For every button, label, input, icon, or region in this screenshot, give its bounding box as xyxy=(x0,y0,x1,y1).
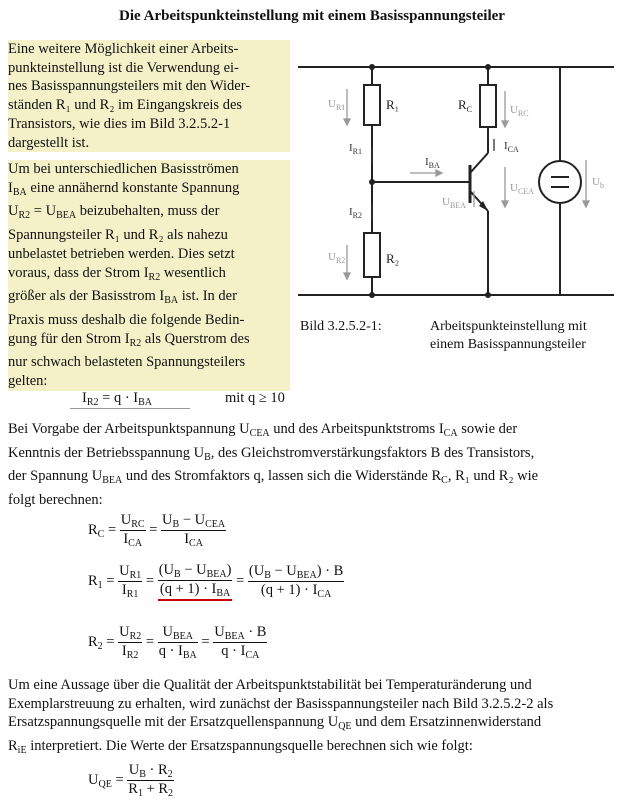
label-ir2: $I_{R2}$ xyxy=(349,206,363,220)
formula-r1: $R_1$ = $\frac{U_{R1}}{I_{R1}}$ = $\frac{(U_B - U_{BEA})}{(q + 1) \cdot I_{BA}}$ = $\frac{(U_B - U_{BEA}) \cdot B}{(q + 1) \cdot I_{CA}}$ xyxy=(88,562,344,600)
text-line: voraus, dass der Strom $I_{R2}$ wesentlich xyxy=(8,264,226,283)
text-line: Exemplarstreuung zu erhalten, wird zunächst der Basisspannungsteiler nach Bild 3.2.5.2-2 als xyxy=(8,695,554,712)
figure-caption-line1: Arbeitspunkteinstellung mit xyxy=(430,319,587,334)
label-ur1: $U_{R1}$ xyxy=(328,98,346,112)
intro-paragraph xyxy=(8,40,290,152)
figure-caption-number: Bild 3.2.5.2-1: xyxy=(300,319,382,334)
formula-uqe: $U_{QE}$ = $\frac{U_B \cdot R_2}{R_1 + R_2}$ xyxy=(88,762,174,799)
text-line: nur schwach belasteten Spannungsteilers xyxy=(8,354,246,371)
text-line: Bei Vorgabe der Arbeitspunktspannung $U_{CEA}$ und des Arbeitspunktstroms $I_{CA}$ sowie der xyxy=(8,421,518,439)
label-ur2: $U_{R2}$ xyxy=(328,251,346,265)
text-line: unbelastet betrieben werden. Dies setzt xyxy=(8,245,235,262)
text-line: Um eine Aussage über die Qualität der Arbeitspunktstabilität bei Temperaturänderung und xyxy=(8,677,532,693)
condition-underline xyxy=(70,408,190,409)
text-line: Spannungsteiler R₁ und R₂ als nahezu xyxy=(8,227,228,244)
page-title: Die Arbeitspunkteinstellung mit einem Basisspannungsteiler xyxy=(119,8,505,24)
label-ica: $I_{CA}$ xyxy=(504,140,519,154)
text-line: $I_{BA}$ eine annähernd konstante Spannung xyxy=(8,179,240,198)
label-ir1: $I_{R1}$ xyxy=(349,142,363,156)
label-urc: $U_{RC}$ xyxy=(510,104,529,118)
text-line: Um bei unterschiedlichen Basisströmen xyxy=(8,161,239,177)
text-line: ständen R₁ und R₂ im Eingangskreis des xyxy=(8,97,243,114)
label-ubea: $U_{BEA}$ xyxy=(442,196,466,210)
text-line: Ersatzspannungsquelle mit der Ersatzquellenspannung $U_{QE}$ und dem Ersatzinnenwiderstand xyxy=(8,714,542,733)
label-ucea: $U_{CEA}$ xyxy=(510,182,534,196)
text-line: der Spannung $U_{BEA}$ und des Stromfaktors q, lassen sich die Widerstände $R_C$, R₁ und R₂ wie xyxy=(8,468,539,487)
text-line: $R_{iE}$ interpretiert. Die Werte der Ersatzspannungsquelle berechnen sich wie folgt: xyxy=(8,738,473,757)
text-line: Kenntnis der Betriebsspannung $U_B$, des Gleichstromverstärkungsfaktors B des Transistors, xyxy=(8,444,535,463)
condition-paragraph xyxy=(8,160,290,391)
text-line: gung für den Strom $I_{R2}$ als Querstrom des xyxy=(8,330,250,349)
circuit-diagram xyxy=(292,55,624,313)
formula-rc: $R_C$ = $\frac{U_{RC}}{I_{CA}}$ = $\frac{U_B - U_{CEA}}{I_{CA}}$ xyxy=(88,512,226,549)
text-line: punkteinstellung ist die Verwendung ei- xyxy=(8,59,239,76)
formula-r2: $R_2$ = $\frac{U_{R2}}{I_{R2}}$ = $\frac{U_{BEA}}{q \cdot I_{BA}}$ = $\frac{U_{BEA} \cdot B}{q \cdot I_{CA}}$ xyxy=(88,624,267,661)
label-ub: $U_b$ xyxy=(592,176,604,190)
text-line: größer als der Basisstrom $I_{BA}$ ist. In der xyxy=(8,288,237,307)
condition-note: mit q ≥ 10 xyxy=(225,390,285,406)
text-line: nes Basisspannungsteilers mit den Wider- xyxy=(8,78,251,95)
text-line: Transistors, wie dies im Bild 3.2.5.2-1 xyxy=(8,115,231,132)
label-iba: $I_{BA}$ xyxy=(425,156,440,170)
text-line: $U_{R2} = U_{BEA}$ beizubehalten, muss der xyxy=(8,203,220,222)
label-rc: $R_C$ xyxy=(458,97,473,114)
label-r2: R₂ xyxy=(386,251,400,266)
condition-formula: $I_{R2} = q \cdot I_{BA}$ xyxy=(82,390,153,408)
text-line: dargestellt ist. xyxy=(8,134,90,151)
calculation-paragraph xyxy=(8,420,620,510)
text-line: gelten: xyxy=(8,373,48,390)
text-line: folgt berechnen: xyxy=(8,492,103,509)
label-r1: R₁ xyxy=(386,97,400,112)
text-line: Eine weitere Möglichkeit einer Arbeits- xyxy=(8,41,239,57)
equivalent-source-paragraph xyxy=(8,676,620,761)
figure-caption-line2: einem Basisspannungsteiler xyxy=(430,337,586,352)
text-line: Praxis muss deshalb die folgende Bedin- xyxy=(8,311,245,328)
